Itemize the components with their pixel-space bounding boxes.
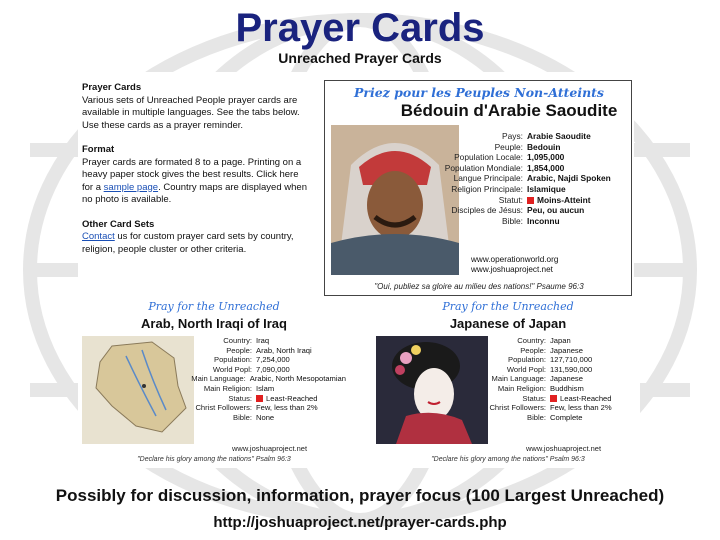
status-flag-icon [527,197,534,204]
detail-label: Population Locale: [454,152,523,163]
status-flag-icon [256,395,263,402]
detail-value: Japanese [550,374,583,384]
detail-value: 127,710,000 [550,355,593,365]
detail-label: People: [520,345,546,355]
detail-label: Bible: [502,215,523,226]
detail-value: Bedouin [527,141,561,152]
detail-value: None [256,412,275,422]
detail-label: Status: [522,393,546,403]
status-value: Least-Reached [560,393,612,403]
detail-value: Inconnu [527,215,560,226]
sample-page-link[interactable]: sample page [103,181,159,193]
detail-value: 1,854,000 [527,162,565,173]
format-text-a: Prayer cards are formated 8 to a page. Printing on a heavy paper stock gives the best results. Click here for a [82,156,302,193]
detail-label: Status: [228,393,252,403]
detail-label: People: [226,345,252,355]
slide-caption: Possibly for discussion, information, prayer focus (100 Largest Unreached) [55,486,665,505]
status-value: Moins-Atteint [537,194,591,205]
detail-label: World Popl: [506,364,546,374]
detail-label: Main Language: [491,374,546,384]
detail-label: Christ Followers: [195,403,252,413]
sidebar-text [82,82,308,256]
card-details-table [464,336,640,422]
status-flag-icon [550,395,557,402]
detail-value [550,394,612,404]
website-operationworld: www.operationworld.org [471,255,559,264]
detail-value: 131,590,000 [550,364,593,374]
status-value: Least-Reached [266,393,318,403]
section-text-format [82,157,308,207]
detail-label: Bible: [527,412,546,422]
detail-value: Japan [550,336,571,345]
detail-value [527,195,591,206]
detail-label: Pays: [502,131,523,141]
detail-label: World Popl: [212,364,252,374]
card-website: www.joshuaproject.net [526,444,602,453]
detail-label: Main Language: [191,374,246,384]
card-details-table [435,131,631,226]
prayer-card-iraq[interactable] [82,300,346,468]
detail-value: Arabic, Najdi Spoken [527,173,611,184]
card-people-name: Bédouin d'Arabie Saoudite [400,101,618,120]
section-heading-other-sets: Other Card Sets [82,218,155,230]
detail-label: Main Religion: [497,383,546,393]
detail-value: Japanese [550,345,583,355]
detail-value: Islamique [527,183,566,194]
slide-title: Prayer Cards [235,6,485,50]
detail-label: Country: [223,336,252,345]
detail-label: Population Mondiale: [444,162,523,173]
detail-label: Population: [508,355,546,365]
card-website: www.joshuaproject.net [232,444,308,453]
card-banner: Pray for the Unreached [442,300,574,313]
card-details-table [170,336,346,422]
contact-link[interactable]: Contact [82,231,115,242]
detail-label: Disciples de Jésus: [451,205,523,216]
detail-value [256,394,318,404]
detail-label: Population: [214,355,252,365]
detail-value: Peu, ou aucun [527,205,585,216]
screenshot-panel [78,72,634,468]
detail-value: Arabic, North Mesopotamian [249,374,346,384]
card-banner: Priez pour les Peuples Non-Atteints [354,85,604,100]
detail-value: Arabie Saoudite [527,131,591,141]
slide-url[interactable]: http://joshuaproject.net/prayer-cards.php [213,514,507,531]
detail-label: Langue Principale: [453,173,523,184]
detail-value: Few, less than 2% [256,403,318,413]
detail-value: 1,095,000 [527,152,565,163]
detail-value: Arab, North Iraqi [256,345,312,355]
section-text-prayer-cards: Various sets of Unreached People prayer cards are available in multiple languages. See the tabs below. Use these cards as a prayer reminder. [82,94,300,131]
detail-value: Few, less than 2% [550,403,612,413]
detail-value: Iraq [256,336,270,345]
detail-value: 7,090,000 [256,364,290,374]
section-heading-prayer-cards: Prayer Cards [82,82,142,93]
card-quote: "Oui, publiez sa gloire au milieu des nations!" Psaume 96:3 [374,282,584,291]
detail-value: Buddhism [550,383,584,393]
detail-label: Main Religion: [203,383,252,393]
detail-value: Complete [550,412,583,422]
detail-label: Religion Principale: [451,183,523,194]
other-sets-text: us for custom prayer card sets by country, religion, people cluster or other criteria. [82,231,294,255]
prayer-card-japan[interactable] [376,300,640,468]
card-quote: "Declare his glory among the nations" Psalm 96:3 [137,456,291,463]
format-text-b: . Country maps are displayed when no photo is available. [82,181,307,205]
prayer-card-french[interactable] [324,80,632,296]
website-joshuaproject: www.joshuaproject.net [471,265,553,274]
card-banner: Pray for the Unreached [148,300,280,313]
section-text-other-sets [82,231,308,256]
detail-label: Statut: [498,194,523,205]
section-heading-format: Format [82,144,115,155]
detail-label: Country: [517,336,546,345]
slide-subtitle: Unreached Prayer Cards [278,50,442,66]
card-people-name: Japanese of Japan [449,316,567,331]
detail-value: Islam [256,383,275,393]
card-people-name: Arab, North Iraqi of Iraq [141,316,287,331]
detail-label: Peuple: [494,141,523,152]
detail-label: Bible: [233,412,252,422]
card-quote: "Declare his glory among the nations" Psalm 96:3 [431,456,585,463]
detail-label: Christ Followers: [489,403,546,413]
detail-value: 7,254,000 [256,355,290,365]
card-websites [471,255,558,275]
